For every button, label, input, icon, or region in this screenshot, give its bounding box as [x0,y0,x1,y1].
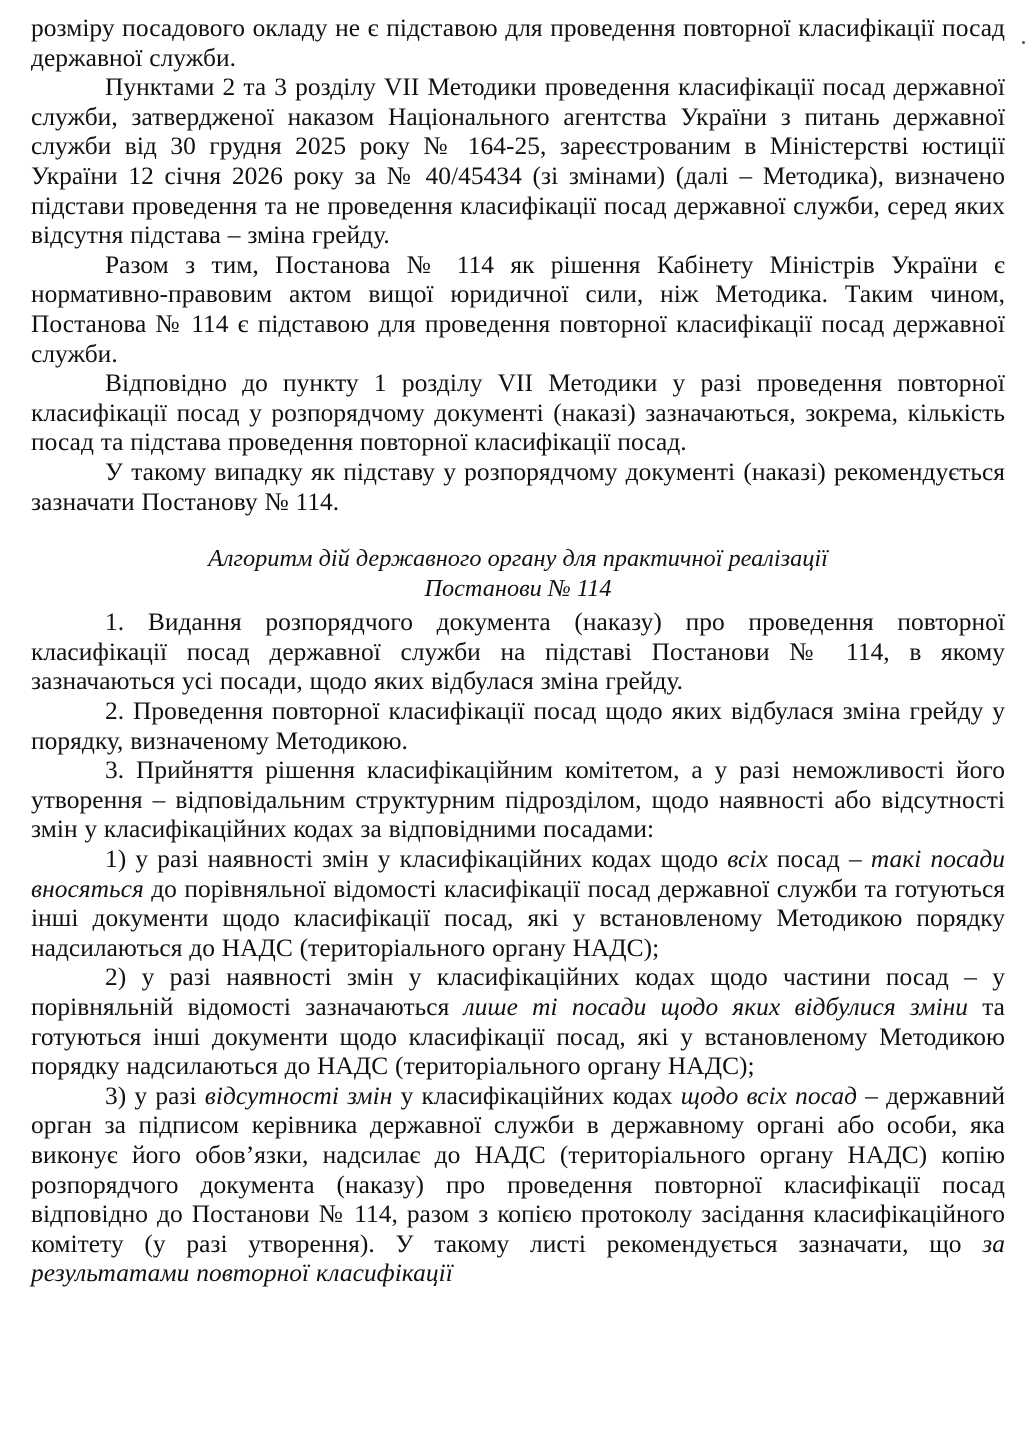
scan-speck-artifact [1022,41,1025,44]
paragraph-u-takomu-vypadku: У такому випадку як підставу у розпорядчому документі (наказі) рекомендується зазначати Постанову № 114. [31,457,1005,516]
text-column [31,14,1005,1289]
algorithm-item-1: 1. Видання розпорядчого документа (наказу) про проведення повторної класифікації посад державної служби на підставі Постанови № 114, в якому зазначаються усі посади, щодо яких відбулася зміна грейду. [31,608,1005,696]
paragraph-continued-from-previous-page: розміру посадового окладу не є підставою для проведення повторної класифікації посад державної служби. [31,14,1005,72]
paragraph-vidpovidno-do: Відповідно до пункту 1 розділу VII Методики у разі проведення повторної класифікації посад у розпорядчому документі (наказі) зазначаються, зокрема, кількість посад та підстава проведення повторної класифікації посад. [31,369,1005,457]
heading-spacer-above [31,517,1005,544]
subitem-3-italic-a: відсутності змін [204,1081,393,1110]
section-heading-line-1: Алгоритм дій державного органу для практичної реалізації [208,545,828,573]
subitem-3-italic-b: щодо всіх посад [680,1081,857,1110]
subitem-1-text-b: посад – [767,845,871,874]
subitem-3-text-a: 3) у разі [105,1081,205,1110]
subitem-3-italic-c: за результатами повторної класифікації [31,1229,1005,1288]
subitem-3-text-c: – державний орган за підписом керівника державної служби в державному органі або особи, яка виконує його обов’язки, надсилає до НАДС (територіального органу НАДС) копію розпорядчого документа (наказу) про проведення повторної класифікації посад відповідно до Постанови № 114, разом з копією протоколу засідання класифікаційного комітету (у разі утворення). У такому листі рекомендується зазначати, що [31,1081,1005,1258]
subitem-1-italic-b: такі посади вносяться [31,845,1006,903]
paragraph-razom-z-tym: Разом з тим, Постанова № 114 як рішення Кабінету Міністрів України є нормативно-правовим актом вищої юридичної сили, ніж Методика. Таким чином, Постанова № 114 є підставою для проведення повторної класифікації посад державної служби. [31,250,1005,368]
algorithm-item-2: 2. Проведення повторної класифікації посад щодо яких відбулася зміна грейду у порядку, визначеному Методикою. [31,697,1005,755]
section-heading-line-2: Постанови № 114 [424,574,612,602]
algorithm-subitem-1 [31,845,1005,963]
subitem-2-text-a: 2) у разі наявності змін у класифікаційних кодах щодо частини посад – у порівняльній відомості зазначаються [31,963,1005,1021]
algorithm-subitem-3 [31,1082,1005,1289]
subitem-1-text-c: до порівняльної відомості класифікації посад державної служби та готуються інші документи щодо класифікації посад, які у встановленому Методикою порядку надсилаються до НАДС (територіального органу НАДС); [31,874,1005,962]
algorithm-subitem-2 [31,963,1005,1081]
subitem-1-text-a: 1) у разі наявності змін у класифікаційних кодах щодо [105,845,728,874]
subitem-2-text-b: та готуються інші документи щодо класифікації посад, які у встановленому Методикою порядку надсилаються до НАДС (територіального органу НАДС); [31,993,1005,1081]
subitem-2-italic-a: лише ті посади щодо яких відбулися зміни [463,993,968,1021]
algorithm-item-3-intro: 3. Прийняття рішення класифікаційним комітетом, а у разі неможливості його утворення – відповідальним структурним підрозділом, щодо наявності або відсутності змін у класифікаційних кодах за відповідними посадами: [31,756,1005,844]
subitem-1-italic-a: всіх [727,845,768,874]
subitem-3-text-b: у класифікаційних кодах [392,1081,681,1110]
paragraph-punktamy: Пунктами 2 та 3 розділу VII Методики проведення класифікації посад державної служби, затвердженої наказом Національного агентства України з питань державної служби від 30 грудня 2025 року № 164-25, зареєстрованим в Міністерстві юстиції України 12 січня 2026 року за № 40/45434 (зі змінами) (далі – Методика), визначено підстави проведення та не проведення класифікації посад державної служби, серед яких відсутня підстава – зміна грейду. [31,73,1005,250]
